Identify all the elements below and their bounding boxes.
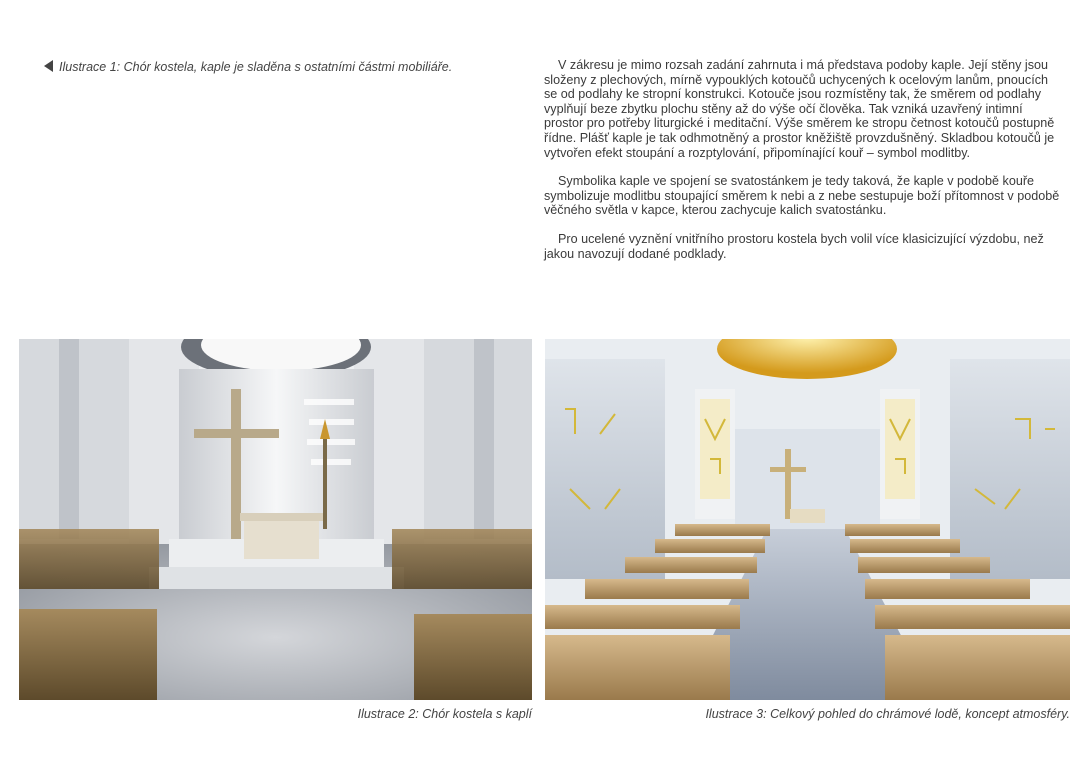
illustration-1-caption-text: Ilustrace 1: Chór kostela, kaple je sladěna s ostatními částmi mobiliáře. [59,60,453,74]
body-text [544,58,1064,275]
left-triangle-icon [44,60,53,72]
illustration-3-caption: Ilustrace 3: Celkový pohled do chrámové lodě, koncept atmosféry. [705,707,1070,721]
illustration-2-caption: Ilustrace 2: Chór kostela s kaplí [357,707,532,721]
nave-render [545,339,1070,700]
paragraph-2: Symbolika kaple ve spojení se svatostánkem je tedy taková, že kaple v podobě kouře symbolizuje modlitbu stoupající směrem k nebi a z nebe sestupuje boží přítomnost v podobě věčného světla v kapce, kterou zachycuje kalich svatostánku. [544,174,1060,218]
illustration-1-caption [44,60,452,74]
paragraph-3: Pro ucelené vyznění vnitřního prostoru kostela bych volil více klasicizující výzdobu, než jakou navozují dodané podklady. [544,231,1044,261]
choir-chapel-render [19,339,532,700]
paragraph-1: V zákresu je mimo rozsah zadání zahrnuta i má představa podoby kaple. Její stěny jsou složeny z plechových, mírně vypouklých kotoučů uchycených k ocelovým lanům, pnoucích se od podlahy ke stropní konstrukci. Kotouče jsou rozmístěny tak, že směrem od podlahy vyplňují beze zbytku plochu stěny až do výše očí člověka. Tak vzniká uzavřený intimní prostor pro potřeby liturgické i meditační. Výše směrem ke stropu četnost kotoučů postupně řídne. Plášť kaple je tak odhmotněný a prostor kněžiště provzdušněný. Skladbou kotoučů je vytvořen efekt stoupání a rozptylování, připomínající kouř – symbol modlitby. [544,58,1055,160]
